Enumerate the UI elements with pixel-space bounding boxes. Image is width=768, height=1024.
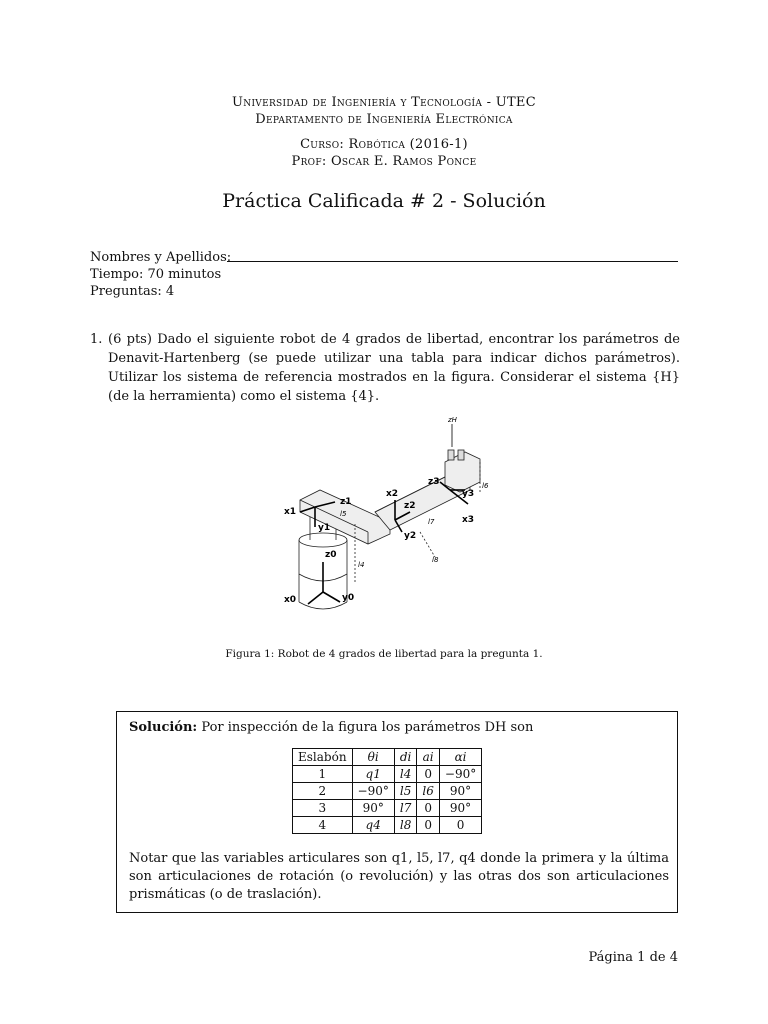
base-top-ellipse [299,533,347,547]
question-text: (6 pts) Dado el siguiente robot de 4 grados de libertad, encontrar los parámetros de Denavit-Hartenberg (se puede utilizar una tabla para indicar dichos parámetros). Utilizar los sistema de referencia mostrados en la figura. Considerar el sistema {H} (de la herramienta) como el sistema {4}. [108,332,680,404]
header-cell: θi [352,749,394,766]
label-l5: l5 [340,510,347,518]
course-name: Curso: Robótica (2016-1) [300,137,468,152]
table-cell: 0 [417,817,439,834]
table-cell: 90° [439,800,481,817]
table-cell: −90° [352,783,394,800]
label-z2: z2 [404,501,416,511]
dim-l8 [420,532,435,557]
header-cell: αi [439,749,481,766]
names-blank-line [227,261,678,262]
page-title: Práctica Calificada # 2 - Solución [222,190,546,212]
dh-table [292,748,482,834]
names-label: Nombres y Apellidos: [90,250,232,265]
label-l8: l8 [432,556,439,564]
label-x0: x0 [284,595,297,605]
time-info: Tiempo: 70 minutos [90,267,222,282]
label-l6: l6 [482,482,489,490]
table-row [293,800,482,817]
robot-figure [280,412,490,622]
label-z1: z1 [340,497,352,507]
label-l7: l7 [428,518,435,526]
professor-name: Prof: Oscar E. Ramos Ponce [291,154,477,169]
table-cell: 90° [439,783,481,800]
table-cell: 3 [293,800,353,817]
table-cell: 1 [293,766,353,783]
label-z3: z3 [428,477,440,487]
solution-intro-text: Por inspección de la figura los parámetros DH son [201,720,534,735]
table-cell: l8 [394,817,417,834]
table-cell: 90° [352,800,394,817]
table-cell: 2 [293,783,353,800]
solution-intro [129,720,533,735]
table-cell: l6 [417,783,439,800]
table-cell: l4 [394,766,417,783]
label-y2: y2 [404,531,417,541]
table-cell: q1 [352,766,394,783]
label-y3: y3 [462,489,475,499]
solution-box [116,711,678,913]
header-cell: di [394,749,417,766]
table-cell: l7 [394,800,417,817]
table-row [293,783,482,800]
table-cell: 4 [293,817,353,834]
label-x1: x1 [284,507,297,517]
label-z0: z0 [325,550,337,560]
label-x2: x2 [386,489,399,499]
label-x3: x3 [462,515,475,525]
label-y1: y1 [318,523,331,533]
figure-caption: Figura 1: Robot de 4 grados de libertad para la pregunta 1. [225,648,543,660]
university-name: Universidad de Ingeniería y Tecnología - UTEC [232,95,536,110]
table-row [293,817,482,834]
solution-note: Notar que las variables articulares son q1, l5, l7, q4 donde la primera y la última son articulaciones de rotación (o revolución) y las otras dos son articulaciones prismáticas (o de traslación). [129,851,669,902]
department-name: Departamento de Ingeniería Electrónica [255,112,513,127]
label-l4: l4 [358,561,365,569]
table-cell: 0 [417,766,439,783]
dh-table-header [293,749,482,766]
solution-label: Solución: [129,720,198,735]
page-number: Página 1 de 4 [588,950,678,965]
gripper-right [458,450,464,460]
frame-0 [308,562,340,604]
label-y0: y0 [342,593,355,603]
gripper-left [448,450,454,460]
table-row [293,766,482,783]
table-cell: 0 [439,817,481,834]
question-1 [90,330,680,406]
question-number: 1. [90,332,103,347]
questions-info: Preguntas: 4 [90,284,175,299]
table-cell: l5 [394,783,417,800]
label-zh: zH [448,416,457,424]
header-cell: ai [417,749,439,766]
table-cell: q4 [352,817,394,834]
base-bottom-curve [299,602,347,609]
header-cell: Eslabón [293,749,353,766]
table-cell: 0 [417,800,439,817]
table-cell: −90° [439,766,481,783]
